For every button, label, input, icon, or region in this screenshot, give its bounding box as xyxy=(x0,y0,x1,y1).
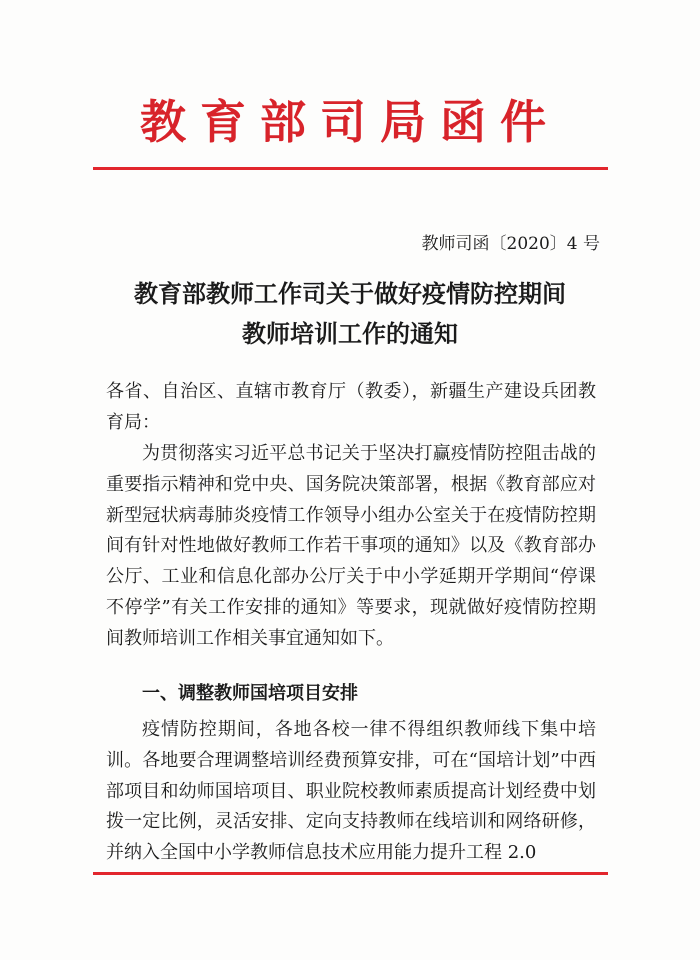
body-paragraph-2: 疫情防控期间，各地各校一律不得组织教师线下集中培训。各地要合理调整培训经费预算安排，可在“国培计划”中西部项目和幼师国培项目、职业院校教师素质提高计划经费中划拨一定比例，灵活安排、定向支持教师在线培训和网络研修，并纳入全国中小学教师信息技术应用能力提升工程 2.0 xyxy=(106,719,596,864)
document-title-line-2: 教师培训工作的通知 xyxy=(242,319,458,348)
body-paragraph-1: 为贯彻落实习近平总书记关于坚决打赢疫情防控阻击战的重要指示精神和党中央、国务院决策部署，根据《教育部应对新型冠状病毒肺炎疫情工作领导小组办公室关于在疫情防控期间有针对性地做好教师工作若干事项的通知》以及《教育部办公厅、工业和信息化部办公厅关于中小学延期开学期间“停课不停学”有关工作安排的通知》等要求，现就做好疫情防控期间教师培训工作相关事宜通知如下。 xyxy=(106,443,596,649)
document-number: 教师司函〔2020〕4 号 xyxy=(421,234,600,254)
document-title xyxy=(0,274,700,354)
salutation: 各省、自治区、直辖市教育厅（教委），新疆生产建设兵团教育局： xyxy=(106,381,596,433)
section-heading-1: 一、调整教师国培项目安排 xyxy=(142,683,358,704)
document-title-line-1: 教育部教师工作司关于做好疫情防控期间 xyxy=(134,279,566,308)
footer-red-rule xyxy=(93,872,608,875)
letterhead-title: 教育部司局函件 xyxy=(140,95,560,149)
letterhead-red-rule xyxy=(93,167,608,170)
